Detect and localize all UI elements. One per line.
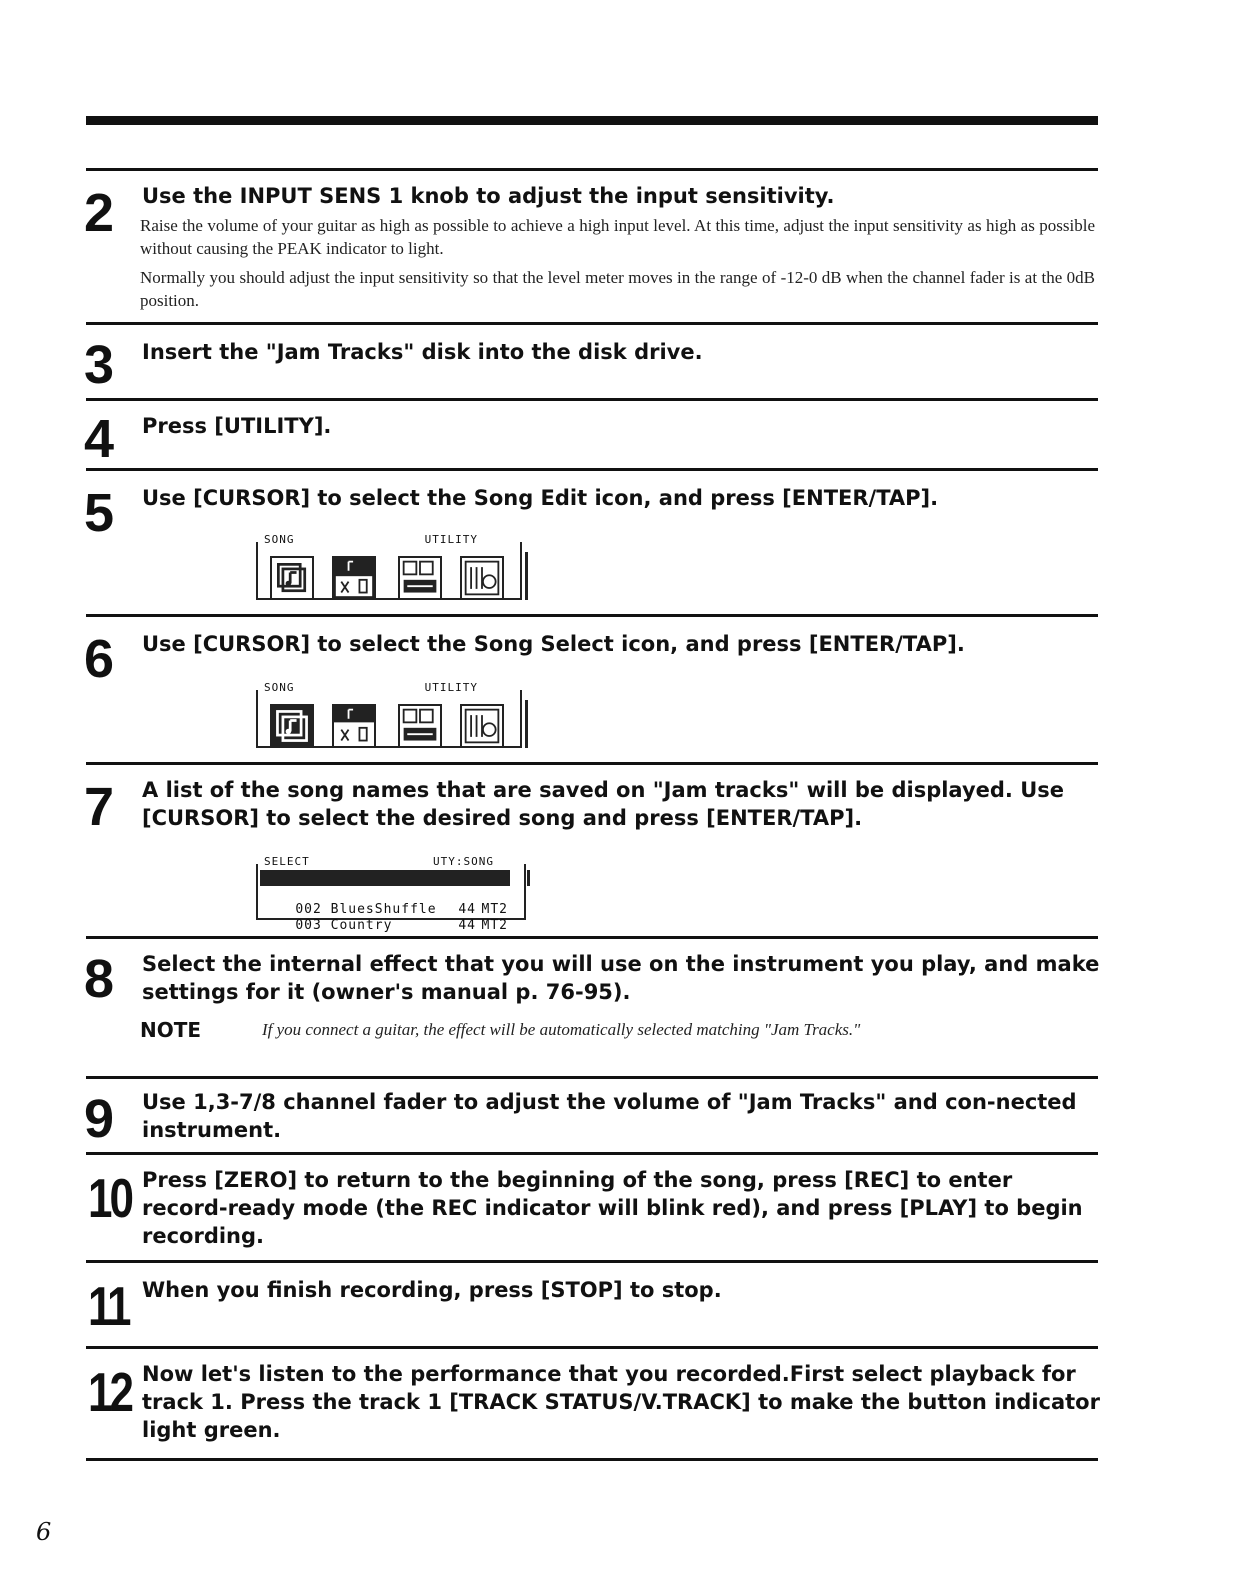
- lcd-scrollbar: [525, 552, 528, 600]
- song-utility-icon: [460, 704, 504, 748]
- step-number: 4: [84, 409, 112, 469]
- step-number: 11: [88, 1276, 129, 1338]
- step-divider: [86, 1152, 1098, 1155]
- step-number: 6: [84, 629, 112, 689]
- step-divider: [86, 1346, 1098, 1349]
- step-divider: [86, 936, 1098, 939]
- note-text: If you connect a guitar, the effect will be automatically selected matching "Jam Tracks.": [262, 1020, 861, 1039]
- step-divider: [86, 322, 1098, 325]
- step-divider: [86, 762, 1098, 765]
- song-beat: 44: [458, 886, 476, 901]
- song-name: Country: [330, 918, 393, 933]
- step-heading: Use [CURSOR] to select the Song Edit icon, and press [ENTER/TAP].: [142, 486, 939, 510]
- song-beat: 44: [458, 918, 476, 933]
- song-info-icon: [398, 556, 442, 600]
- step-number: 5: [84, 483, 112, 543]
- step-number: 9: [84, 1089, 112, 1149]
- song-id: 002: [295, 902, 322, 917]
- song-list-row[interactable]: [260, 902, 510, 933]
- lcd-section: UTILITY: [424, 533, 478, 546]
- song-info-icon: [398, 704, 442, 748]
- song-list-row[interactable]: [260, 886, 510, 917]
- song-mode: MT2: [481, 918, 508, 933]
- lcd-scrollbar: [525, 700, 528, 748]
- lcd-scrollbar: [527, 870, 530, 886]
- lcd-song-menu: [256, 681, 522, 748]
- lcd-section: UTY:SONG: [433, 855, 494, 868]
- song-beat: 44: [458, 902, 476, 917]
- step-heading: Press [UTILITY].: [142, 414, 332, 438]
- song-id: 003: [295, 918, 322, 933]
- song-utility-icon: [460, 556, 504, 600]
- step-number: 8: [84, 949, 112, 1009]
- song-name: Alternative: [330, 886, 428, 901]
- step-divider: [86, 168, 1098, 171]
- song-name: BluesShuffle: [330, 902, 437, 917]
- top-rule: [86, 116, 1098, 125]
- step-number: 10: [88, 1168, 131, 1230]
- lcd-title: SONG: [264, 681, 295, 694]
- step-number: 12: [88, 1362, 131, 1424]
- step-number: 7: [84, 777, 112, 837]
- song-edit-icon: [332, 556, 376, 600]
- lcd-song-menu: [256, 533, 522, 600]
- step-divider: [86, 468, 1098, 471]
- step-divider: [86, 1076, 1098, 1079]
- song-edit-icon: [332, 704, 376, 748]
- step-divider: [86, 1260, 1098, 1263]
- step-divider: [86, 398, 1098, 401]
- lcd-title: SONG: [264, 533, 295, 546]
- note-label: NOTE: [140, 1018, 202, 1042]
- step-body: Normally you should adjust the input sensitivity so that the level meter moves in the range of -12-0 dB when the channel fader is at the 0dB position.: [140, 268, 1095, 310]
- step-heading: A list of the song names that are saved on "Jam tracks" will be displayed. Use [CURSOR] to select the desired song and press [ENTER/TAP].: [142, 778, 1065, 830]
- song-list-row[interactable]: [260, 870, 510, 901]
- lcd-song-list: [256, 855, 526, 933]
- song-mode: MT2: [481, 886, 508, 901]
- step-heading: Insert the "Jam Tracks" disk into the disk drive.: [142, 340, 703, 364]
- step-heading: Use [CURSOR] to select the Song Select icon, and press [ENTER/TAP].: [142, 632, 965, 656]
- step-heading: Now let's listen to the performance that you recorded.First select playback for track 1. Press the track 1 [TRACK STATUS/V.TRACK] to make the button indicator light green.: [142, 1362, 1100, 1442]
- bottom-rule: [86, 1458, 1098, 1461]
- step-heading: Press [ZERO] to return to the beginning of the song, press [REC] to enter record-ready mode (the REC indicator will blink red), and press [PLAY] to begin recording.: [142, 1168, 1083, 1248]
- lcd-section: UTILITY: [424, 681, 478, 694]
- lcd-title: SELECT: [264, 855, 310, 868]
- page-number: 6: [36, 1518, 52, 1546]
- song-mode: MT2: [481, 902, 508, 917]
- song-select-icon: [270, 704, 314, 748]
- step-heading: Use the INPUT SENS 1 knob to adjust the input sensitivity.: [142, 184, 835, 208]
- step-heading: When you finish recording, press [STOP] to stop.: [142, 1278, 722, 1302]
- song-id: 001: [295, 886, 322, 901]
- step-heading: Use 1,3-7/8 channel fader to adjust the volume of "Jam Tracks" and con-nected instrument.: [142, 1090, 1077, 1142]
- step-divider: [86, 614, 1098, 617]
- step-body: Raise the volume of your guitar as high as possible to achieve a high input level. At this time, adjust the input sensitivity as high as possible without causing the PEAK indicator to light.: [140, 216, 1095, 258]
- step-number: 2: [84, 183, 112, 243]
- step-number: 3: [84, 335, 112, 395]
- song-select-icon: [270, 556, 314, 600]
- step-heading: Select the internal effect that you will use on the instrument you play, and make settings for it (owner's manual p. 76-95).: [142, 952, 1100, 1004]
